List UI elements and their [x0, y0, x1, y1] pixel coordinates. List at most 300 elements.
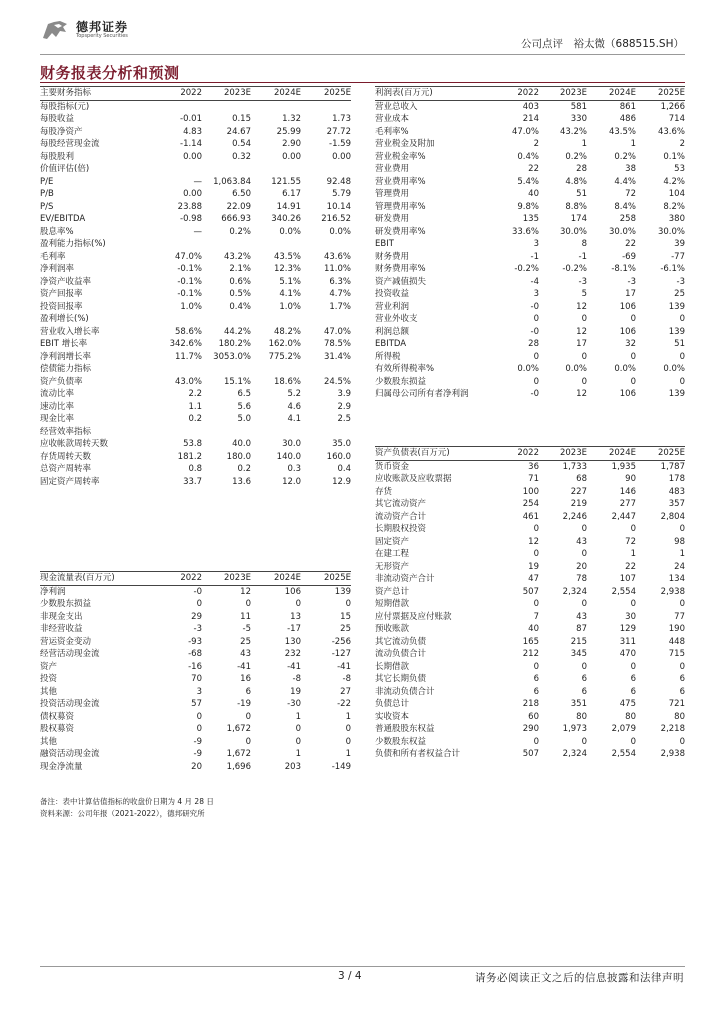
row-label: 流动资产合计 — [375, 511, 427, 522]
cell-value: 2025E — [636, 447, 685, 461]
cell-value: -9 — [193, 749, 202, 759]
table-row — [375, 201, 685, 214]
table-row — [40, 413, 351, 426]
cell-value: 24 — [674, 561, 685, 572]
cell-value: 47 — [528, 574, 539, 584]
row-label: 实收资本 — [375, 711, 410, 722]
table-row — [40, 100, 351, 113]
cell-value: 72 — [625, 189, 636, 199]
table-row — [40, 138, 351, 151]
cell-value: 4.7% — [329, 289, 351, 299]
row-label: 应付票据及应付账款 — [375, 611, 452, 622]
cell-value: 0.6% — [229, 276, 251, 287]
cell-value: 100 — [522, 486, 539, 497]
cell-value: 258 — [619, 214, 636, 224]
cell-value: -77 — [671, 251, 685, 262]
cell-value: 342.6% — [169, 339, 202, 349]
row-label: 每股指标(元) — [40, 101, 90, 112]
cell-value: 162.0% — [268, 339, 301, 349]
cell-value: -16 — [188, 661, 202, 672]
cell-value: 22 — [625, 239, 636, 249]
cell-value: 0 — [245, 711, 251, 722]
cell-value: 507 — [522, 749, 539, 759]
cell-value: -256 — [331, 636, 351, 647]
cell-value: 22 — [625, 561, 636, 572]
cell-value: 1 — [295, 711, 301, 722]
table-row — [375, 351, 685, 364]
cell-value: 3 — [196, 686, 202, 697]
cell-value: 5.6 — [237, 401, 251, 412]
cell-value: 25.99 — [276, 126, 301, 137]
cell-value — [301, 313, 351, 326]
cell-value: 78 — [576, 574, 587, 584]
cell-value: 6.17 — [282, 189, 301, 199]
table-row — [375, 511, 685, 524]
table-row — [375, 523, 685, 536]
cell-value: 27 — [340, 686, 351, 697]
cell-value: 290 — [522, 724, 539, 734]
table-row — [375, 611, 685, 624]
cell-value: 6.5 — [237, 389, 251, 399]
row-label: 负债总计 — [375, 699, 410, 709]
cell-value: 2023E — [539, 87, 587, 101]
cell-value: 1,973 — [562, 724, 587, 734]
cell-value: 0 — [295, 599, 301, 609]
cell-value: -5 — [242, 624, 251, 634]
cell-value: 135 — [522, 214, 539, 224]
row-label: 资产总计 — [375, 586, 410, 597]
table-note: 备注：表中计算估值指标的收盘价日期为 4 月 28 日 — [40, 797, 214, 806]
cell-value — [251, 426, 301, 439]
cell-value: 1.32 — [282, 114, 301, 124]
table-row — [375, 473, 685, 486]
cell-value: 0 — [345, 736, 351, 747]
table-row — [40, 188, 351, 201]
cell-value: 0.00 — [183, 189, 202, 199]
cell-value: 1.0% — [180, 301, 202, 312]
cell-value: 2025E — [636, 87, 685, 101]
cell-value: -41 — [237, 661, 251, 672]
row-label: 净利润增长率 — [40, 351, 92, 362]
table-row — [375, 238, 685, 251]
row-label: 净利润 — [40, 586, 66, 597]
cell-value: 2024E — [251, 87, 301, 101]
row-label: 长期借款 — [375, 661, 410, 672]
cell-value: 12 — [576, 301, 587, 312]
cell-value: 180.2% — [218, 339, 251, 349]
cell-value: 2.5 — [337, 414, 351, 424]
table-row — [375, 736, 685, 749]
cell-value: 190 — [668, 624, 685, 634]
cell-value: 4.4% — [614, 176, 636, 187]
cell-value: 33.6% — [511, 226, 539, 237]
row-label: 资产负债率 — [40, 376, 83, 387]
cell-value: 19 — [290, 686, 301, 697]
cell-value: 36 — [528, 461, 539, 472]
cell-value: 68 — [576, 474, 587, 484]
cell-value — [156, 100, 202, 113]
row-label: 归属母公司所有者净利润 — [375, 389, 469, 399]
cell-value: 2 — [533, 139, 539, 149]
table-header-row — [375, 447, 685, 461]
table-row — [375, 213, 685, 226]
cell-value: 6 — [533, 686, 539, 697]
cell-value: 2022 — [156, 87, 202, 101]
cell-value: 212 — [522, 649, 539, 659]
row-label: 短期借款 — [375, 599, 410, 609]
row-label: 股息率% — [40, 226, 74, 237]
row-label: EBIT 增长率 — [40, 339, 88, 349]
cell-value: 0.32 — [232, 151, 251, 162]
cell-value: 2,079 — [611, 724, 636, 734]
cell-value: 203 — [284, 761, 301, 772]
cell-value: 0.8 — [188, 464, 202, 474]
row-label: 研发费用率% — [375, 226, 426, 237]
table-row — [40, 176, 351, 189]
cell-value: 3 — [533, 289, 539, 299]
cell-value: 33.7 — [183, 476, 202, 487]
cell-value: 27.72 — [326, 126, 351, 137]
cell-value: 30.0 — [282, 439, 301, 449]
cell-value: -0.01 — [180, 114, 202, 124]
cell-value: 0 — [345, 724, 351, 734]
row-label: 营运资金变动 — [40, 636, 92, 647]
cell-value: 2,447 — [611, 511, 636, 522]
cell-value: 8 — [581, 239, 587, 249]
row-label: 少数股东损益 — [375, 376, 427, 387]
row-label: 资产回报率 — [40, 289, 83, 299]
row-label: EV/EBITDA — [40, 214, 86, 224]
cell-value: 470 — [619, 649, 636, 659]
table-row — [375, 598, 685, 611]
row-label: 盈利增长(%) — [40, 314, 89, 324]
cell-value: 1,696 — [226, 761, 251, 772]
table-row — [40, 438, 351, 451]
row-label: 投资回报率 — [40, 301, 83, 312]
cell-value: -0.2% — [514, 264, 539, 274]
cell-value — [202, 426, 251, 439]
cell-value: 6 — [630, 686, 636, 697]
cell-value: 80 — [674, 711, 685, 722]
cell-value: -0 — [530, 389, 539, 399]
cell-value: 3 — [533, 239, 539, 249]
cell-value: 0 — [533, 661, 539, 672]
row-label: 毛利率 — [40, 251, 66, 262]
cell-value: 486 — [619, 114, 636, 124]
table-row — [375, 251, 685, 264]
cell-value: 106 — [619, 301, 636, 312]
row-label: 流动负债合计 — [375, 649, 427, 659]
cell-value: 43 — [240, 649, 251, 659]
cell-value: 0 — [630, 661, 636, 672]
cell-value: -8 — [292, 674, 301, 684]
cell-value: 1 — [295, 749, 301, 759]
row-label: 营业费用率% — [375, 176, 426, 187]
cell-value: 1,733 — [562, 461, 587, 472]
cell-value: 1,063.84 — [213, 176, 251, 187]
table-row — [375, 100, 685, 113]
cell-value: 3.9 — [337, 389, 351, 399]
table-row — [375, 288, 685, 301]
cell-value: 106 — [619, 326, 636, 337]
table-row — [375, 363, 685, 376]
cell-value: 2025E — [301, 572, 351, 586]
cell-value: 174 — [570, 214, 587, 224]
legal-disclaimer: 请务必阅读正文之后的信息披露和法律声明 — [475, 972, 684, 984]
cell-value: 2,218 — [660, 724, 685, 734]
cell-value: -127 — [331, 649, 351, 659]
cell-value: 1 — [679, 549, 685, 559]
cell-value: 44.2% — [223, 326, 251, 337]
document-info: 公司点评 裕太微（688515.SH） — [521, 38, 684, 50]
row-label: 管理费用率% — [375, 201, 426, 212]
cell-value: 47.0% — [174, 251, 202, 262]
cell-value: 180.0 — [226, 451, 251, 462]
balance-sheet-table — [375, 446, 685, 761]
cell-value: 39 — [674, 239, 685, 249]
cell-value: 30.0% — [559, 226, 587, 237]
table-header-row — [40, 87, 351, 101]
page-number: 3 / 4 — [338, 970, 362, 982]
cell-value: 30.0% — [608, 226, 636, 237]
cell-value: 0 — [581, 524, 587, 534]
row-label: 经营效率指标 — [40, 426, 92, 437]
cell-value: 25 — [340, 624, 351, 634]
cell-value: 0 — [630, 524, 636, 534]
cell-value: -3 — [193, 624, 202, 634]
cell-value: 80 — [625, 711, 636, 722]
cell-value: 448 — [668, 636, 685, 647]
cell-value: 232 — [284, 649, 301, 659]
cell-value: 5.0 — [237, 414, 251, 424]
cell-value: 0 — [533, 549, 539, 559]
cell-value: 775.2% — [268, 351, 301, 362]
row-label: 少数股东损益 — [40, 599, 92, 609]
row-label: 研发费用 — [375, 214, 410, 224]
cell-value: -1 — [578, 251, 587, 262]
table-row — [40, 338, 351, 351]
cell-value: 2022 — [156, 572, 202, 586]
row-label: 股权募资 — [40, 724, 75, 734]
table-row — [40, 736, 351, 749]
cell-value: 5.2 — [287, 389, 301, 399]
table-row — [375, 648, 685, 661]
row-label: 有效所得税率% — [375, 364, 435, 374]
cell-value: 0 — [679, 661, 685, 672]
cell-value: 43.2% — [559, 126, 587, 137]
cell-value: 0 — [533, 314, 539, 324]
cell-value: 715 — [668, 649, 685, 659]
cell-value: -19 — [237, 699, 251, 709]
cell-value — [301, 100, 351, 113]
cell-value: 218 — [522, 699, 539, 709]
cell-value: 0 — [533, 376, 539, 387]
cell-value: 0 — [581, 351, 587, 362]
cell-value: 0.3 — [287, 464, 301, 474]
cell-value: 19 — [528, 561, 539, 572]
cell-value: 1,266 — [660, 101, 685, 112]
cell-value: 134 — [668, 574, 685, 584]
cell-value: 4.1% — [279, 289, 301, 299]
cell-value: -4 — [530, 276, 539, 287]
cell-value: 2023E — [539, 447, 587, 461]
table-row — [40, 201, 351, 214]
cell-value: 2,554 — [611, 586, 636, 597]
cell-value: 18.6% — [273, 376, 301, 387]
cell-value — [156, 426, 202, 439]
cell-value: 43.6% — [657, 126, 685, 137]
row-label: 非流动资产合计 — [375, 574, 435, 584]
table-row — [375, 326, 685, 339]
row-label: 少数股东权益 — [375, 736, 427, 747]
table-row — [375, 686, 685, 699]
cell-value: 40 — [528, 189, 539, 199]
cell-value: -1.59 — [329, 139, 351, 149]
cell-value: 0.0% — [517, 364, 539, 374]
cell-value: 90 — [625, 474, 636, 484]
table-row — [375, 661, 685, 674]
cell-value: 181.2 — [177, 451, 202, 462]
cell-value: -3 — [676, 276, 685, 287]
cell-value: 0 — [295, 724, 301, 734]
cell-value: 0 — [581, 376, 587, 387]
table-row — [375, 263, 685, 276]
row-label: 投资 — [40, 674, 58, 684]
row-label: 总资产周转率 — [40, 464, 92, 474]
table-row — [375, 176, 685, 189]
table-row — [40, 636, 351, 649]
row-label: P/E — [40, 176, 54, 187]
table-row — [375, 113, 685, 126]
row-label: 应收账款及应收票据 — [375, 474, 452, 484]
row-label: P/B — [40, 189, 54, 199]
cell-value: 507 — [522, 586, 539, 597]
cell-value: 0 — [630, 314, 636, 324]
cell-value: 0 — [345, 599, 351, 609]
cell-value: 0.00 — [282, 151, 301, 162]
cell-value: -17 — [287, 624, 301, 634]
cell-value: 2,246 — [562, 511, 587, 522]
cash-flow-table — [40, 571, 351, 773]
cell-value: 0.15 — [232, 114, 251, 124]
cell-value: 87 — [576, 624, 587, 634]
cell-value: 0.0% — [663, 364, 685, 374]
table-row — [40, 313, 351, 326]
table-row — [375, 163, 685, 176]
table-row — [40, 388, 351, 401]
cell-value: 51 — [576, 189, 587, 199]
table-row — [375, 748, 685, 761]
cell-value: 14.91 — [276, 201, 301, 212]
cell-value: -3 — [627, 276, 636, 287]
cell-value: 6 — [630, 674, 636, 684]
cell-value: 1 — [630, 139, 636, 149]
cell-value: 98 — [674, 536, 685, 547]
cell-value: 28 — [528, 339, 539, 349]
table-row — [375, 226, 685, 239]
cell-value: 4.8% — [565, 176, 587, 187]
cell-value: 0 — [196, 724, 202, 734]
row-label: 所得税 — [375, 351, 401, 362]
cell-value: 24.67 — [226, 126, 251, 137]
cell-value: 106 — [284, 586, 301, 597]
cell-value: 12.9 — [332, 476, 351, 487]
table-row — [40, 761, 351, 774]
cell-value: 17 — [576, 339, 587, 349]
cell-value: 15.1% — [223, 376, 251, 387]
income-statement-table — [375, 86, 685, 401]
cell-value: 1.0% — [279, 301, 301, 312]
table-row — [40, 276, 351, 289]
header-divider — [40, 54, 685, 55]
cell-value: 43.5% — [273, 251, 301, 262]
brand-name: 德邦证券 — [76, 20, 129, 34]
cell-value — [202, 363, 251, 376]
cell-value: 72 — [625, 536, 636, 547]
table-row — [375, 561, 685, 574]
table-row — [40, 476, 351, 489]
row-label: 毛利率% — [375, 126, 409, 137]
table-row — [40, 263, 351, 276]
cell-value: 0 — [245, 599, 251, 609]
cell-value: 7 — [533, 611, 539, 622]
cell-value: 78.5% — [323, 339, 351, 349]
cell-value: 2025E — [301, 87, 351, 101]
row-label: 投资活动现金流 — [40, 699, 100, 709]
cell-value: -9 — [193, 736, 202, 747]
table-row — [375, 636, 685, 649]
cell-value: 1,672 — [226, 724, 251, 734]
cell-value: 2,324 — [562, 586, 587, 597]
cell-value: 1 — [630, 549, 636, 559]
cell-value: 43.6% — [323, 251, 351, 262]
cell-value: 20 — [191, 761, 202, 772]
row-label: 非经营收益 — [40, 624, 83, 634]
row-label: 营业利润 — [375, 301, 410, 312]
table-row — [40, 711, 351, 724]
cell-value: 20 — [576, 561, 587, 572]
row-label: EBITDA — [375, 339, 407, 349]
table-row — [375, 486, 685, 499]
table-row — [40, 748, 351, 761]
cell-value: 43.2% — [223, 251, 251, 262]
cell-value: 0.4 — [337, 464, 351, 474]
cell-value: 0.1% — [663, 151, 685, 162]
cell-value: -0.98 — [180, 214, 202, 224]
table-row — [40, 623, 351, 636]
cell-value: 0.2 — [188, 414, 202, 424]
cell-value: 0 — [630, 736, 636, 747]
table-row — [375, 698, 685, 711]
cell-value: -0 — [193, 586, 202, 597]
cell-value: 2024E — [587, 87, 636, 101]
cell-value: 6.50 — [232, 189, 251, 199]
cell-value: -69 — [622, 251, 636, 262]
cell-value: 139 — [668, 389, 685, 399]
cell-value: 714 — [668, 114, 685, 124]
cell-value: 0 — [679, 376, 685, 387]
row-label: 无形资产 — [375, 561, 410, 572]
cell-value: 10.14 — [326, 201, 351, 212]
row-label: 长期股权投资 — [375, 524, 427, 534]
row-label: 资产减值损失 — [375, 276, 427, 287]
cell-value: 1.73 — [332, 114, 351, 124]
cell-value: 5.1% — [279, 276, 301, 287]
cell-value: 0 — [630, 376, 636, 387]
row-label: 存货 — [375, 486, 393, 497]
table-row — [40, 723, 351, 736]
table-row — [375, 460, 685, 473]
